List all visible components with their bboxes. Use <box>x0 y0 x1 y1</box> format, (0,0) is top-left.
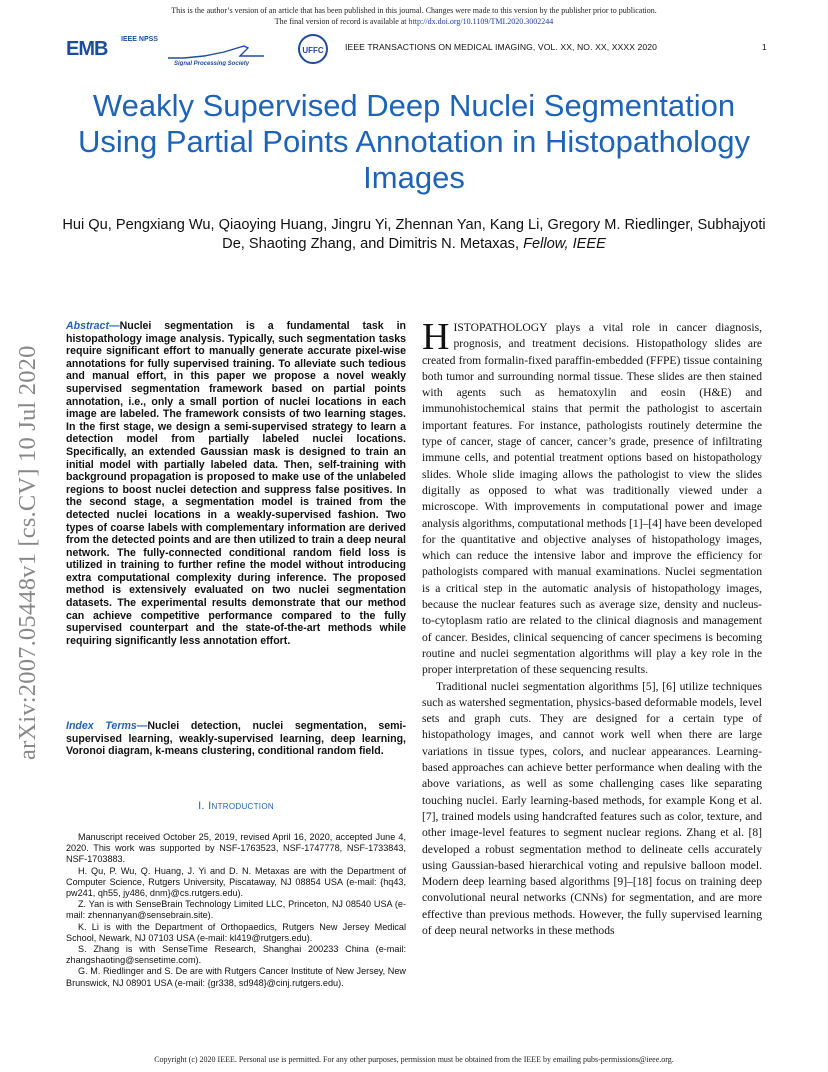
footnote: H. Qu, P. Wu, Q. Huang, J. Yi and D. N. Metaxas are with the Department of Computer Science, Rutgers University, Piscataway, NJ 08854 USA (e-mail: {hq43, pw241, qh55, jy486, dnm}@cs.rutgers.edu). <box>66 865 406 899</box>
sps-logo-text: Signal Processing Society <box>174 61 250 66</box>
author-fellow-title: Fellow, IEEE <box>523 236 606 252</box>
paper-title: Weakly Supervised Deep Nuclei Segmentation Using Partial Points Annotation in Histopathology Images <box>77 88 751 195</box>
abstract-text: Nuclei segmentation is a fundamental task in histopathology image analysis. Typically, such segmentation tasks require significant effort to manually generate accurate pixel-wise annotations for fully supervised training. To alleviate such tedious and manual effort, in this paper we propose a novel weakly supervised segmentation framework based on partial points annotation, i.e., only a small portion of nuclei locations in each image are labeled. The framework consists of two learning stages. In the first stage, we design a semi-supervised strategy to learn a detection model from partially labeled nuclei locations. Specifically, an extended Gaussian mask is designed to train an initial model with partially labeled data. Then, self-training with background propagation is proposed to make use of the unlabeled regions to boost nuclei detection and suppress false positives. In the second stage, a segmentation model is trained from the detected nuclei locations in a weakly-supervised fashion. Two types of coarse labels with complementary information are derived from the detected points and are then utilized to train a deep neural network. The fully-connected conditional random field loss is utilized in training to further refine the model without introducing extra computational complexity during inference. The proposed method is extensively evaluated on two nuclei segmentation datasets. The experimental results demonstrate that our method can achieve competitive performance compared to the fully supervised counterpart and the state-of-the-art methods while requiring significantly less annotation effort. <box>66 320 406 647</box>
notice-line-1: This is the author’s version of an article that has been published in this journal. Changes were made to this version by the publisher prior to publication. <box>171 6 657 15</box>
footnotes <box>66 832 406 989</box>
emb-logo: EMB <box>66 38 108 60</box>
publisher-notice <box>0 6 828 27</box>
arxiv-stamp: arXiv:2007.05448v1 [cs.CV] 10 Jul 2020 <box>14 345 41 760</box>
footnote: K. Li is with the Department of Orthopaedics, Rutgers New Jersey Medical School, Newark, NJ 07103 USA (e-mail: kl419@rutgers.edu). <box>66 921 406 943</box>
intro-paragraph-1 <box>422 316 762 679</box>
index-terms-text: Nuclei detection, nuclei segmentation, semi-supervised learning, weakly-supervised learning, deep learning, Voronoi diagram, k-means clustering, conditional random field. <box>66 720 407 758</box>
author-names: Hui Qu, Pengxiang Wu, Qiaoying Huang, Jingru Yi, Zhennan Yan, Kang Li, Gregory M. Riedlinger, Subhajyoti De, Shaoting Zhang, and Dimitris N. Metaxas, <box>62 217 766 252</box>
footnote: G. M. Riedlinger and S. De are with Rutgers Cancer Institute of New Jersey, New Brunswick, NJ 08901 USA (e-mail: {gr338, sd948}@cinj.rutgers.edu). <box>66 966 406 988</box>
footnote: S. Zhang is with SenseTime Research, Shanghai 200233 China (e-mail: zhangshaoting@sensetime.com). <box>66 944 406 966</box>
footnote: Manuscript received October 25, 2019, revised April 16, 2020, accepted June 4, 2020. This work was supported by NSF-1763523, NSF-1747778, NSF-1733843, NSF-1703883. <box>66 832 406 865</box>
society-logos <box>66 34 336 68</box>
author-list <box>60 216 768 254</box>
footnote: Z. Yan is with SenseBrain Technology Limited LLC, Princeton, NJ 08540 USA (e-mail: zhennanyan@sensebrain.site). <box>66 899 406 921</box>
index-terms <box>66 720 406 758</box>
abstract <box>66 320 406 647</box>
abstract-label: Abstract— <box>66 320 120 332</box>
page-number: 1 <box>762 42 767 52</box>
doi-link[interactable]: http://dx.doi.org/10.1109/TMI.2020.3002244 <box>408 16 554 26</box>
section-name: Introduction <box>208 800 274 812</box>
ieee-npss-logo: IEEE NPSS <box>121 36 158 43</box>
intro-paragraph-2: Traditional nuclei segmentation algorithms [5], [6] utilize techniques such as watershed segmentation, physics-based deformable models, level sets and graph cuts. They are designed for a certain type of histopathology images, and cannot work well when there are large variations in tissue types, colors, and nuclear appearances. Learning-based approaches can achieve better performance when dealing with the above variations, as well as some challenging cases like separating touching nuclei. Early learning-based methods, for example Kong et al. [7], trained models using handcrafted features such as color, texture, and other image-level features to segment nuclear regions. Zhang et al. [8] developed a robust segmentation method to delineate cells accurately using Gaussian-based hierarchical voting and repulsive balloon model. Modern deep learning based algorithms [9]–[18] focus on training deep convolutional neural networks (CNNs) for segmentation, and are more effective than previous methods. However, the fully supervised learning of deep neural networks in these methods <box>422 679 762 937</box>
introduction-body <box>422 316 762 939</box>
intro-paragraph-1-text: ISTOPATHOLOGY plays a vital role in cancer diagnosis, prognosis, and treatment decisions. Histopathology slides are created from formalin-fixed paraffin-embedded (FFPE) tissue containing both tumor and surrounding normal tissue. These slides are then stained with agents such as hematoxylin and eosin (H&E) and immunohistochemical stains that permit the pathologist to ascertain important features. For instance, pathologists routinely determine the type of cancer, stage of cancer, cancer’s grade, presence of infiltrating immune cells, and potential treatment options based on histopathology slides. Whole slide imaging allows the pathologist to view the slides digitally as opposed to what was traditionally viewed under a microscope. With improvements in computational power and image analysis algorithms, computational methods [1]–[4] have been developed for the quantitative and objective analyses of histopathology images, which can reduce the intensive labor and improve the efficiency for pathologists compared with manual examinations. Nuclei segmentation is a critical step in the automatic analysis of histopathology images, because the nuclear features such as average size, density and nucleus-to-cytoplasm ratio are related to the clinical diagnosis and management of cancer. Besides, clinical sequencing of cancer specimens is becoming routine and nuclei segmentation algorithms will play a key role in the proper interpretation of these sequencing results. <box>422 321 762 677</box>
journal-header: IEEE TRANSACTIONS ON MEDICAL IMAGING, VOL. XX, NO. XX, XXXX 2020 <box>345 42 658 52</box>
section-numeral: I. <box>198 800 205 812</box>
section-heading-introduction <box>66 800 406 812</box>
copyright-footer: Copyright (c) 2020 IEEE. Personal use is permitted. For any other purposes, permission must be obtained from the IEEE by emailing pubs-permissions@ieee.org. <box>154 1055 674 1064</box>
signal-processing-society-logo <box>164 44 284 66</box>
drop-cap: H <box>422 316 450 358</box>
notice-line-2 <box>0 17 828 28</box>
notice-line-2-prefix: The final version of record is available at <box>274 16 407 26</box>
index-terms-label: Index Terms— <box>66 720 148 732</box>
uffc-logo: UFFC <box>298 34 328 64</box>
